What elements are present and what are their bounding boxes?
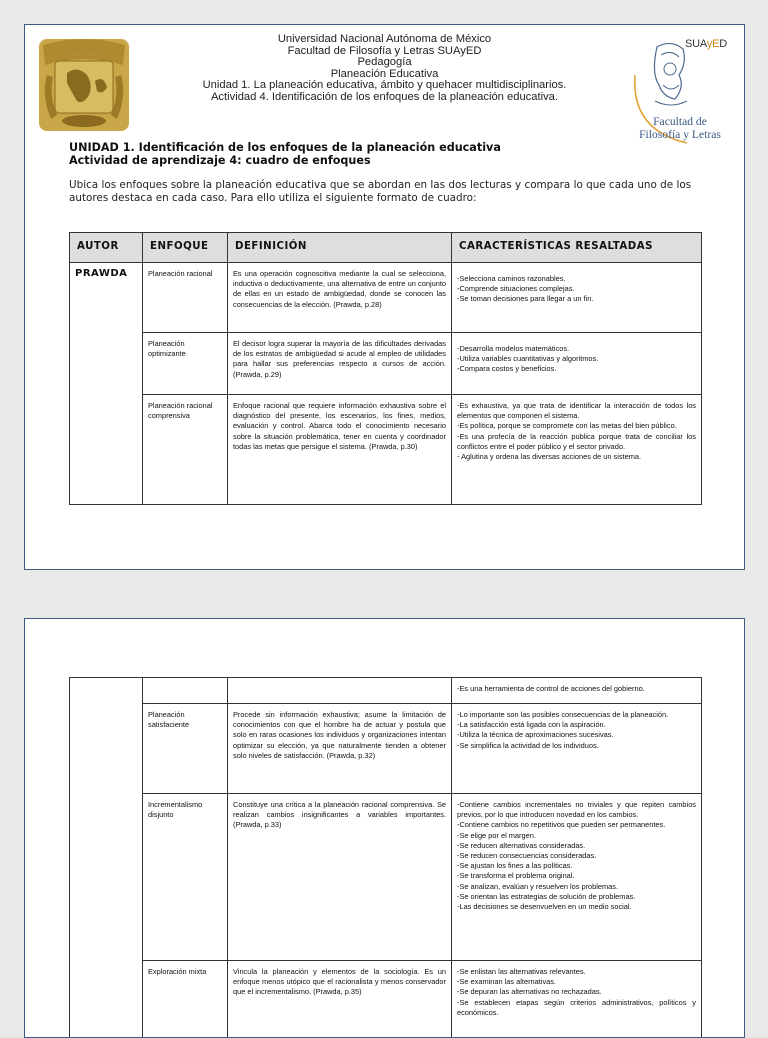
enfoque-cell: Planeación optimizante — [143, 333, 228, 395]
caracteristicas-cell — [452, 263, 702, 333]
author-cell-continued — [70, 678, 143, 1038]
definicion-cell: Es una operación cognoscitiva mediante la cual se selecciona, inductiva o deductivamente, una alternativa de entre un conjunto de ellas en un estado de ambigüedad, donde se conocen las consecuencias de la elección. (Prawda, p.28) — [228, 263, 452, 333]
instructions-paragraph: Ubica los enfoques sobre la planeación educativa que se abordan en las dos lecturas y compara lo que cada uno de los autores destaca en cada caso. Para ello utiliza el siguiente formato de cuadro: — [69, 179, 705, 205]
suayed-brand-prefix: SUA — [685, 38, 707, 50]
caracteristica-item: -Comprende situaciones complejas. — [457, 284, 696, 294]
caracteristica-item: -Desarrolla modelos matemáticos. — [457, 344, 696, 354]
caracteristica-item: -Se elige por el margen. — [457, 831, 696, 841]
header-line: Pedagogía — [145, 57, 624, 69]
caracteristica-item: -Se simplifica la actividad de los individuos. — [457, 741, 696, 751]
activity-title-line: UNIDAD 1. Identificación de los enfoques de la planeación educativa — [69, 141, 501, 154]
caracteristica-item: -Se orientan las estrategias de solución de problemas. — [457, 892, 696, 902]
suayed-brand — [685, 38, 727, 50]
definicion-cell — [228, 678, 452, 704]
column-header-autor: AUTOR — [70, 233, 143, 263]
caracteristica-item: -Es una profecía de la reacción publica porque trata de conciliar los conflictos entre el poder público y el sector privado. — [457, 432, 696, 452]
caracteristica-item: -Las decisiones se desenvuelven en un medio social. — [457, 902, 696, 912]
activity-title-line: Actividad de aprendizaje 4: cuadro de enfoques — [69, 154, 501, 167]
table-row — [70, 678, 702, 704]
definicion-cell: Constituye una crítica a la planeación racional comprensiva. Se realizan cambios insignificantes a variables importantes. (Prawda, p.33) — [228, 794, 452, 961]
faculty-name — [630, 116, 730, 141]
caracteristicas-cell — [452, 678, 702, 704]
table-row — [70, 961, 702, 1038]
suayed-brand-suffix: D — [719, 38, 727, 50]
suayed-brand-highlight: yE — [707, 38, 719, 50]
caracteristicas-cell — [452, 704, 702, 794]
caracteristica-item: -Se toman decisiones para llegar a un fin. — [457, 294, 696, 304]
caracteristica-item: -Es exhaustiva, ya que trata de identificar la interacción de todos los elementos que componen el sistema. — [457, 401, 696, 421]
header-line: Planeación Educativa — [145, 69, 624, 81]
caracteristica-item: -Se enlistan las alternativas relevantes. — [457, 967, 696, 977]
table-row — [70, 395, 702, 505]
table-row — [70, 333, 702, 395]
enfoque-cell: Planeación satisfaciente — [143, 704, 228, 794]
caracteristica-item: -Se establecen etapas según criterios administrativos, políticos y económicos. — [457, 998, 696, 1018]
caracteristica-item: -La satisfacción está ligada con la aspiración. — [457, 720, 696, 730]
caracteristica-item: -Utiliza variables cuantitativas y algoritmos. — [457, 354, 696, 364]
table-row — [70, 704, 702, 794]
definicion-cell: Procede sin información exhaustiva; asume la limitación de conocimientos con que el hombre ha de actuar y postula que solo en raras ocasiones los individuos y organizaciones intentan optimizar su elección, ya que naturalmente tienden a obtener solo niveles de satisfacción. (Prawda, p.32) — [228, 704, 452, 794]
caracteristica-item: -Se depuran las alternativas no rechazadas. — [457, 987, 696, 997]
caracteristica-item: -Es política, porque se compromete con las metas del bien público. — [457, 421, 696, 431]
document-page-2 — [24, 618, 745, 1038]
enfoque-cell: Incrementalismo disjunto — [143, 794, 228, 961]
caracteristicas-cell — [452, 794, 702, 961]
activity-title — [69, 141, 501, 167]
caracteristicas-cell — [452, 395, 702, 505]
caracteristica-item: -Se reducen alternativas consideradas. — [457, 841, 696, 851]
caracteristica-item: -Se transforma el problema original. — [457, 871, 696, 881]
caracteristica-item: -Utiliza la técnica de aproximaciones sucesivas. — [457, 730, 696, 740]
enfoque-cell — [143, 678, 228, 704]
caracteristica-item: -Contiene cambios incrementales no triviales y que repiten cambios previos, por lo que introducen novedad en los cambios. — [457, 800, 696, 820]
enfoque-cell: Planeación racional — [143, 263, 228, 333]
caracteristica-item: -Se examinan las alternativas. — [457, 977, 696, 987]
enfoque-cell: Planeación racional comprensiva — [143, 395, 228, 505]
table-header-row — [70, 233, 702, 263]
column-header-enfoque: ENFOQUE — [143, 233, 228, 263]
caracteristicas-cell — [452, 333, 702, 395]
header-line: Facultad de Filosofía y Letras SUAyED — [145, 46, 624, 58]
author-cell: PRAWDA — [70, 263, 143, 505]
table-row — [70, 263, 702, 333]
caracteristica-item: - Aglutina y ordena las diversas acciones de un sistema. — [457, 452, 696, 462]
caracteristica-item: -Se analizan, evalúan y resuelven los problemas. — [457, 882, 696, 892]
caracteristica-item: -Selecciona caminos razonables. — [457, 274, 696, 284]
document-page-1 — [24, 24, 745, 570]
caracteristicas-cell — [452, 961, 702, 1038]
header-line: Universidad Nacional Autónoma de México — [145, 34, 624, 46]
header-line: Unidad 1. La planeación educativa, ámbito y quehacer multidisciplinarios. — [145, 80, 624, 92]
caracteristica-item: -Se ajustan los fines a las políticas. — [457, 861, 696, 871]
column-header-definicion: DEFINICIÓN — [228, 233, 452, 263]
caracteristica-item: -Lo importante son las posibles consecuencias de la planeación. — [457, 710, 696, 720]
caracteristica-item: -Contiene cambios no repetitivos que pueden ser permanentes. — [457, 820, 696, 830]
faculty-line: Facultad de — [630, 116, 730, 129]
caracteristica-item: -Se reducen consecuencias consideradas. — [457, 851, 696, 861]
table-row — [70, 794, 702, 961]
caracteristica-item: -Compara costos y beneficios. — [457, 364, 696, 374]
unam-seal-logo — [37, 35, 131, 135]
definicion-cell: Vincula la planeación y elementos de la sociología. Es un enfoque menos utópico que el racionalista y menos conservador que el incrementalismo. (Prawda, p.35) — [228, 961, 452, 1038]
definicion-cell: Enfoque racional que requiere información exhaustiva sobre el diagnóstico del presente, los escenarios, los fines, medios, evaluación y control. Abarca todo el conocimiento necesario sobre la situación problemática, tener en cuenta y coordinador todas las metas que persigue el sistema. (Prawda, p.30) — [228, 395, 452, 505]
definicion-cell: El decisor logra superar la mayoría de las dificultades derivadas de los estratos de ambigüedad si acude al empleo de utilidades para hallar sus preferencias respecto a cursos de acción. (Prawda, p.29) — [228, 333, 452, 395]
institution-header — [145, 34, 624, 104]
approaches-table-continued — [69, 677, 702, 1038]
approaches-table — [69, 232, 702, 505]
faculty-line: Filosofía y Letras — [630, 129, 730, 142]
header-line: Actividad 4. Identificación de los enfoques de la planeación educativa. — [145, 92, 624, 104]
svg-text:· · · · · · · · · ·: · · · · · · · · · · — [69, 47, 100, 53]
enfoque-cell: Exploración mixta — [143, 961, 228, 1038]
caracteristica-item: -Es una herramienta de control de acciones del gobierno. — [457, 684, 696, 694]
column-header-caracteristicas: CARACTERÍSTICAS RESALTADAS — [452, 233, 702, 263]
